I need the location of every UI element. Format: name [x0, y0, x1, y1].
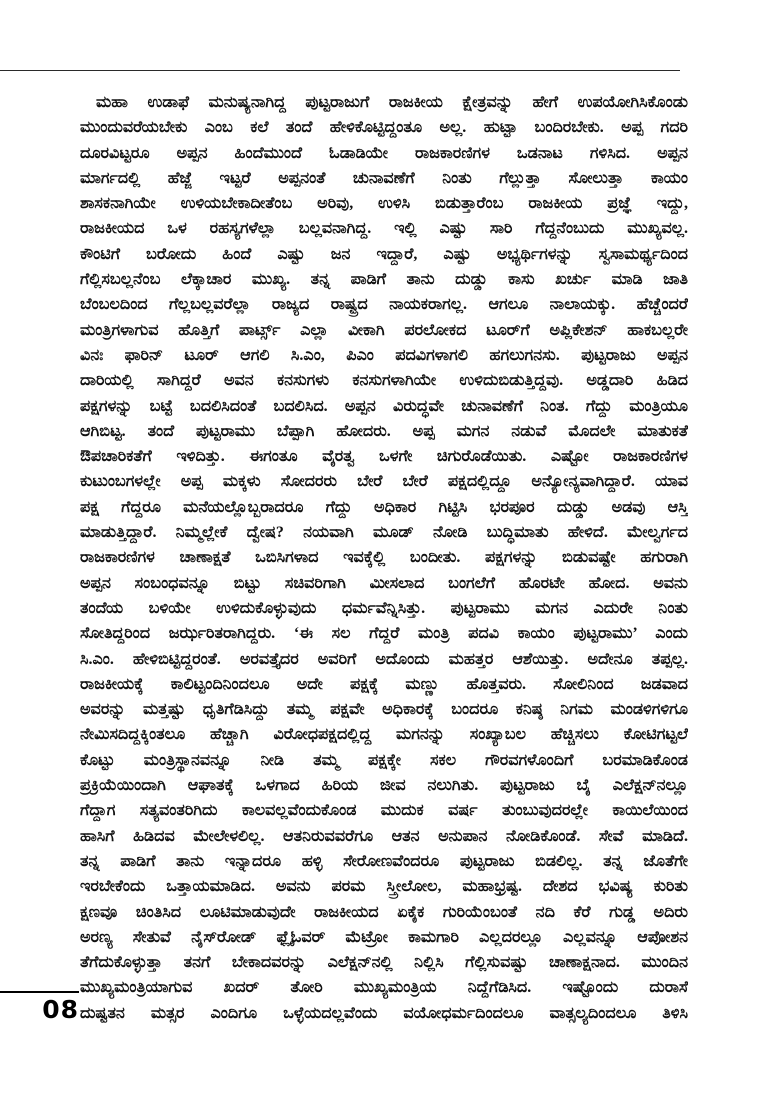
body-line: ರಾಜಕೀಯದ ಒಳ ರಹಸ್ಯಗಳೆಲ್ಲಾ ಬಲ್ಲವನಾಗಿದ್ದ. ಇಲ್ಲಿ ಎಷ್ಟು ಸಾರಿ ಗೆದ್ದನೆಂಬುದು ಮುಖ್ಯವಲ್ಲ. — [80, 220, 688, 238]
body-line: ರಾಜಕಾರಣಿಗಳ ಚಾಣಾಕ್ಷತೆ ಒಬಿಸಿಗಳಾದ ಇವಕ್ಕೆಲ್ಲಿ ಬಂದೀತು. ಪಕ್ಷಗಳನ್ನು ಬಿಡುವಷ್ಟೇ ಹಗುರಾಗಿ — [80, 549, 688, 567]
body-line: ಪಕ್ಷ ಗೆದ್ದರೂ ಮನೆಯಲ್ಲೊಬ್ಬರಾದರೂ ಗೆದ್ದು ಅಧಿಕಾರ ಗಿಟ್ಟಿಸಿ ಭರಪೂರ ದುಡ್ಡು ಅಡವು ಆಸ್ತಿ — [80, 498, 688, 516]
body-line: ಮುಂದುವರೆಯಬೇಕು ಎಂಬ ಕಲೆ ತಂದೆ ಹೇಳಿಕೊಟ್ಟಿದ್ದಂತೂ ಅಲ್ಲ. ಹುಟ್ಟಾ ಬಂದಿರಬೇಕು. ಅಪ್ಪ ಗದರಿ — [80, 119, 688, 137]
header-rule — [0, 70, 680, 71]
body-text — [80, 90, 688, 1026]
body-line: ಮಾಡುತ್ತಿದ್ದಾರೆ. ನಿಮ್ಮಲ್ಲೇಕೆ ದ್ವೇಷ? ನಯವಾಗಿ ಮೂಡ್ ನೋಡಿ ಬುದ್ಧಿಮಾತು ಹೇಳಿದೆ. ಮೇಲ್ವರ್ಗದ — [80, 524, 688, 542]
body-line: ಪ್ರಕ್ರಿಯೆಯಿಂದಾಗಿ ಆಘಾತಕ್ಕೆ ಒಳಗಾದ ಹಿರಿಯ ಜೀವ ನಲುಗಿತು. ಪುಟ್ಟರಾಜು ಬೈ ಎಲೆಕ್ಷನ್‌ನಲ್ಲೂ — [80, 777, 688, 795]
body-line: ತಂದೆಯ ಬಳಿಯೇ ಉಳಿದುಕೊಳ್ಳುವುದು ಧರ್ಮವೆನ್ನಿಸಿತ್ತು. ಪುಟ್ಟರಾಮು ಮಗನ ಎದುರೇ ನಿಂತು — [80, 599, 688, 617]
body-line: ಅವರನ್ನು ಮತ್ತಷ್ಟು ಧೃತಿಗೆಡಿಸಿದ್ದು ತಮ್ಮ ಪಕ್ಷವೇ ಅಧಿಕಾರಕ್ಕೆ ಬಂದರೂ ಕನಿಷ್ಠ ನಿಗಮ ಮಂಡಳಿಗಳಿಗೂ — [80, 701, 688, 719]
body-line: ಹಾಸಿಗೆ ಹಿಡಿದವ ಮೇಲೇಳಲಿಲ್ಲ. ಆತನಿರುವವರೆಗೂ ಆತನ ಅನುಪಾನ ನೋಡಿಕೊಂಡೆ. ಸೇವೆ ಮಾಡಿದೆ. — [80, 827, 688, 845]
body-line: ದೂರವಿಟ್ಟರೂ ಅಪ್ಪನ ಹಿಂದೆಮುಂದೆ ಓಡಾಡಿಯೇ ರಾಜಕಾರಣಿಗಳ ಒಡನಾಟ ಗಳಿಸಿದ. ಅಪ್ಪನ — [80, 144, 688, 162]
body-line: ಪಕ್ಷಗಳನ್ನು ಬಟ್ಟೆ ಬದಲಿಸಿದಂತೆ ಬದಲಿಸಿದ. ಅಪ್ಪನ ವಿರುದ್ಧವೇ ಚುನಾವಣೆಗೆ ನಿಂತ. ಗೆದ್ದು ಮಂತ್ರಿಯೂ — [80, 397, 688, 415]
page-number: 08 — [42, 995, 79, 1024]
body-line: ಸೋತಿದ್ದರಿಂದ ಜರ್ಝರಿತರಾಗಿದ್ದರು. ‘ಈ ಸಲ ಗೆದ್ದರೆ ಮಂತ್ರಿ ಪದವಿ ಕಾಯಂ ಪುಟ್ಟರಾಮು’ ಎಂದು — [80, 625, 688, 643]
body-line: ನೇಮಿಸದಿದ್ದಕ್ಕಿಂತಲೂ ಹೆಚ್ಚಾಗಿ ವಿರೋಧಪಕ್ಷದಲ್ಲಿದ್ದ ಮಗನನ್ನು ಸಂಖ್ಯಾಬಲ ಹೆಚ್ಚಿಸಲು ಕೋಟಿಗಟ್ಟಲೆ — [80, 726, 688, 744]
body-line: ಇರಬೇಕೆಂದು ಒತ್ತಾಯಮಾಡಿದ. ಅವನು ಪರಮ ಸ್ತ್ರೀಲೋಲ, ಮಹಾಭ್ರಷ್ಟ. ದೇಶದ ಭವಿಷ್ಯ ಕುರಿತು — [80, 878, 688, 896]
body-line: ಮಾರ್ಗದಲ್ಲಿ ಹೆಜ್ಜೆ ಇಟ್ಟರೆ ಅಪ್ಪನಂತೆ ಚುನಾವಣೆಗೆ ನಿಂತು ಗೆಲ್ಲುತ್ತಾ ಸೋಲುತ್ತಾ ಕಾಯಂ — [80, 169, 688, 187]
body-line: ಕ್ಷಣವೂ ಚಿಂತಿಸಿದ ಲೂಟಿಮಾಡುವುದೇ ರಾಜಕೀಯದ ಏಕೈಕ ಗುರಿಯೆಂಬಂತೆ ನದಿ ಕೆರೆ ಗುಡ್ಡ ಅದಿರು — [80, 903, 688, 921]
body-line: ಶಾಸಕನಾಗಿಯೇ ಉಳಿಯಬೇಕಾದೀತೆಂಬ ಅರಿವು, ಉಳಿಸಿ ಬಿಡುತ್ತಾರೆಂಬ ರಾಜಕೀಯ ಪ್ರಜ್ಞೆ ಇದ್ದು, — [80, 195, 688, 213]
body-line: ಮಹಾ ಉಡಾಫೆ ಮನುಷ್ಯನಾಗಿದ್ದ ಪುಟ್ಟರಾಜುಗೆ ರಾಜಕೀಯ ಕ್ಷೇತ್ರವನ್ನು ಹೇಗೆ ಉಪಯೋಗಿಸಿಕೊಂಡು — [96, 94, 688, 111]
body-line: ಅಪ್ಪನ ಸಂಬಂಧವನ್ನೂ ಬಿಟ್ಟು ಸಚಿವರಿಗಾಗಿ ಮೀಸಲಾದ ಬಂಗಲೆಗೆ ಹೊರಟೇ ಹೋದ. ಅವನು — [80, 574, 688, 592]
body-line: ಕೌಂಟಿಗೆ ಬರೋದು ಹಿಂದೆ ಎಷ್ಟು ಜನ ಇದ್ದಾರೆ, ಎಷ್ಟು ಅಭ್ಯರ್ಥಿಗಳನ್ನು ಸ್ವಸಾಮರ್ಥ್ಯದಿಂದ — [80, 245, 688, 263]
body-line: ಗೆಲ್ಲಿಸಬಲ್ಲನೆಂಬ ಲೆಕ್ಕಾಚಾರ ಮುಖ್ಯ. ತನ್ನ ಪಾಡಿಗೆ ತಾನು ದುಡ್ಡು ಕಾಸು ಖರ್ಚು ಮಾಡಿ ಜಾತಿ — [80, 271, 688, 289]
body-line: ಗೆದ್ದಾಗ ಸತ್ಯವಂತರಿಗಿದು ಕಾಲವಲ್ಲವೆಂದುಕೊಂಡ ಮುದುಕ ವರ್ಷ ತುಂಬುವುದರಲ್ಲೇ ಕಾಯಿಲೆಯಿಂದ — [80, 802, 688, 820]
body-line: ದಾರಿಯಲ್ಲಿ ಸಾಗಿದ್ದರೆ ಅವನ ಕನಸುಗಳು ಕನಸುಗಳಾಗಿಯೇ ಉಳಿದುಬಿಡುತ್ತಿದ್ದವು. ಅಡ್ಡದಾರಿ ಹಿಡಿದ — [80, 372, 688, 390]
page-number-rule — [0, 991, 79, 993]
body-line: ದುಷ್ಟತನ ಮತ್ಸರ ಎಂದಿಗೂ ಒಳ್ಳೆಯದಲ್ಲವೆಂದು ವಯೋಧರ್ಮದಿಂದಲೂ ವಾತ್ಸಲ್ಯದಿಂದಲೂ ತಿಳಿಸಿ — [80, 1004, 688, 1022]
body-line: ಸಿ.ಎಂ. ಹೇಳಿಬಿಟ್ಟಿದ್ದರಂತೆ. ಅರವತ್ತೈದರ ಅವರಿಗೆ ಅದೊಂದು ಮಹತ್ತರ ಆಶೆಯಿತ್ತು. ಅದೇನೂ ತಪ್ಪಲ್ಲ. — [80, 650, 688, 668]
body-line: ಅರಣ್ಯ ಸೇತುವೆ ನೈಸ್‌ರೋಡ್ ಫ್ಲೈಓವರ್ ಮೆಟ್ರೋ ಕಾಮಗಾರಿ ಎಲ್ಲದರಲ್ಲೂ ಎಲ್ಲವನ್ನೂ ಆಪೋಶನ — [80, 928, 688, 946]
body-line: ತನ್ನ ಪಾಡಿಗೆ ತಾನು ಇನ್ನಾದರೂ ಹಳ್ಳಿ ಸೇರೋಣವೆಂದರೂ ಪುಟ್ಟರಾಜು ಬಿಡಲಿಲ್ಲ. ತನ್ನ ಜೊತೆಗೇ — [80, 852, 688, 870]
body-line: ಬೆಂಬಲದಿಂದ ಗೆಲ್ಲಬಲ್ಲವರೆಲ್ಲಾ ರಾಜ್ಯದ ರಾಷ್ಟ್ರದ ನಾಯಕರಾಗಲ್ಲ. ಆಗಲೂ ನಾಲಾಯಕ್ಕು. ಹೆಚ್ಚೆಂದರೆ — [80, 296, 688, 314]
body-line: ಕುಟುಂಬಗಳಲ್ಲೇ ಅಪ್ಪ ಮಕ್ಕಳು ಸೋದರರು ಬೇರೆ ಬೇರೆ ಪಕ್ಷದಲ್ಲಿದ್ದೂ ಅನ್ಯೋನ್ಯವಾಗಿದ್ದಾರೆ. ಯಾವ — [80, 473, 688, 491]
body-line: ವಿನಃ ಫಾರಿನ್ ಟೂರ್ ಆಗಲಿ ಸಿ.ಎಂ, ಪಿಎಂ ಪದವಿಗಳಾಗಲಿ ಹಗಲುಗನಸು. ಪುಟ್ಟರಾಜು ಅಪ್ಪನ — [80, 346, 688, 364]
body-line: ರಾಜಕೀಯಕ್ಕೆ ಕಾಲಿಟ್ಟಂದಿನಿಂದಲೂ ಅದೇ ಪಕ್ಷಕ್ಕೆ ಮಣ್ಣು ಹೊತ್ತವರು. ಸೋಲಿನಿಂದ ಜಡವಾದ — [80, 675, 688, 693]
body-line: ಕೊಟ್ಟು ಮಂತ್ರಿಸ್ಥಾನವನ್ನೂ ನೀಡಿ ತಮ್ಮ ಪಕ್ಷಕ್ಕೇ ಸಕಲ ಗೌರವಗಳೊಂದಿಗೆ ಬರಮಾಡಿಕೊಂಡ — [80, 751, 688, 769]
body-line: ತೆಗೆದುಕೊಳ್ಳುತ್ತಾ ತನಗೆ ಬೇಕಾದವರನ್ನು ಎಲೆಕ್ಷನ್‌ನಲ್ಲಿ ನಿಲ್ಲಿಸಿ ಗೆಲ್ಲಿಸುವಷ್ಟು ಚಾಣಾಕ್ಷನಾದ. ಮುಂದಿನ — [80, 954, 688, 972]
body-line: ಮಂತ್ರಿಗಳಾಗುವ ಹೊತ್ತಿಗೆ ಪಾರ್ಟ್ಸ್ ಎಲ್ಲಾ ವೀಕಾಗಿ ಪರಲೋಕದ ಟೂರ್‌ಗೆ ಅಪ್ಲಿಕೇಶನ್ ಹಾಕಬಲ್ಲರೇ — [80, 321, 688, 339]
body-line: ಮುಖ್ಯಮಂತ್ರಿಯಾಗುವ ಖದರ್ ತೋರಿ ಮುಖ್ಯಮಂತ್ರಿಯ ನಿದ್ದೆಗೆಡಿಸಿದ. ಇಷ್ಟೊಂದು ದುರಾಸೆ — [80, 979, 688, 997]
body-line: ಆಗಿಬಿಟ್ಟ. ತಂದೆ ಪುಟ್ಟರಾಮು ಬೆಪ್ಪಾಗಿ ಹೋದರು. ಅಪ್ಪ ಮಗನ ನಡುವೆ ಮೊದಲೇ ಮಾತುಕತೆ — [80, 422, 688, 440]
body-line: ಔಪಚಾರಿಕತೆಗೆ ಇಳಿದಿತ್ತು. ಈಗಂತೂ ವೈರತ್ವ ಒಳಗೇ ಚಿಗುರೊಡೆಯಿತು. ಎಷ್ಟೋ ರಾಜಕಾರಣಿಗಳ — [80, 448, 688, 466]
